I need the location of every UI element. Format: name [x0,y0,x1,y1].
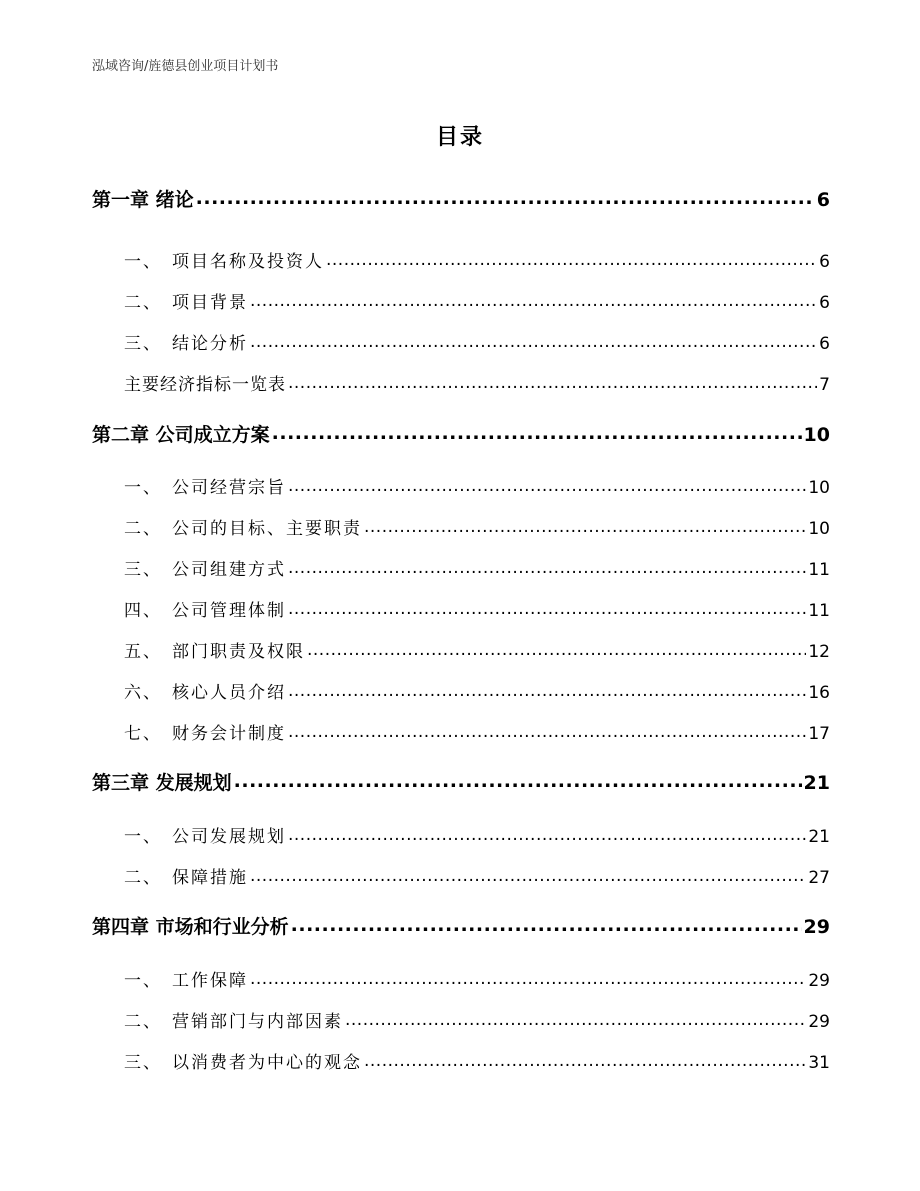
toc-entry[interactable] [92,555,830,580]
dot-leader [234,770,802,789]
toc-entry-number: 第二章 [92,424,150,446]
toc-entry-label: 保障措施 [172,868,248,888]
toc-entry[interactable] [92,678,830,703]
toc-entry-page: 21 [803,772,830,794]
toc-entry-page: 29 [808,971,830,991]
toc-entry-label: 项目名称及投资人 [172,252,324,272]
toc-entry[interactable] [92,912,830,939]
dot-leader [196,187,815,206]
toc-entry-title [92,719,286,744]
dot-leader [288,825,806,842]
toc-entry-label: 公司经营宗旨 [172,478,286,498]
toc-entry[interactable] [92,1048,830,1073]
toc-entry-number: 第一章 [92,189,150,211]
dot-leader [250,332,817,349]
toc-entry-label: 主要经济指标一览表 [124,375,286,395]
dot-leader [307,640,806,657]
toc-entry[interactable] [92,514,830,539]
toc-entry-label: 公司的目标、主要职责 [172,519,362,539]
dot-leader [250,866,806,883]
toc-entry-title [92,420,270,447]
toc-entry-label: 公司组建方式 [172,560,286,580]
toc-entry-label: 公司管理体制 [172,601,286,621]
toc-entry-number: 二、 [124,868,162,888]
toc-entry-title [92,822,286,847]
dot-leader [288,558,806,575]
toc-entry-title [92,637,305,662]
toc-entry-number: 二、 [124,1012,162,1032]
toc-entry-title [92,596,286,621]
toc-entry[interactable] [92,822,830,847]
toc-entry-title [92,966,248,991]
dot-leader [345,1010,806,1027]
toc-entry-page: 29 [803,916,830,938]
toc-entry-label: 营销部门与内部因素 [172,1012,343,1032]
page-title: 目录 [435,125,484,150]
toc-entry[interactable] [92,966,830,991]
toc-entry-label: 项目背景 [172,293,248,313]
dot-leader [364,1051,806,1068]
toc-entry-page: 6 [819,252,830,272]
running-header: 泓域咨询/旌德县创业项目计划书 [92,59,279,74]
dot-leader [250,291,817,308]
toc-entry-title [92,912,289,939]
dot-leader [326,250,817,267]
toc-entry-page: 11 [808,601,830,621]
toc-entry-title [92,678,286,703]
toc-entry-page: 6 [816,189,830,211]
header-divider [92,77,828,78]
toc-entry-page: 10 [808,478,830,498]
toc-entry-label: 财务会计制度 [172,724,286,744]
toc-entry-number: 三、 [124,334,162,354]
toc-entry-number: 二、 [124,293,162,313]
toc-entry[interactable] [92,768,830,795]
dot-leader [288,681,806,698]
toc-entry-number: 五、 [124,642,162,662]
toc-entry-label: 以消费者为中心的观念 [172,1053,362,1073]
dot-leader [288,476,806,493]
toc-entry-label: 绪论 [155,189,194,211]
toc-entry-label: 核心人员介绍 [172,683,286,703]
toc-entry-page: 31 [808,1053,830,1073]
toc-entry-number: 一、 [124,971,162,991]
toc-entry-title [92,329,248,354]
toc-entry[interactable] [92,288,830,313]
toc-entry-page: 10 [808,519,830,539]
toc-entry-title [92,555,286,580]
toc-entry-label: 工作保障 [172,971,248,991]
toc-entry[interactable] [92,1007,830,1032]
toc-entry-number: 三、 [124,560,162,580]
dot-leader [288,722,806,739]
dot-leader [272,422,802,441]
toc-entry-label: 市场和行业分析 [155,916,289,938]
toc-entry-title [92,247,324,272]
dot-leader [288,599,806,616]
dot-leader [250,969,806,986]
toc-entry-number: 三、 [124,1053,162,1073]
toc-entry-page: 12 [808,642,830,662]
toc-entry-page: 6 [819,334,830,354]
dot-leader [364,517,806,534]
toc-entry-page: 17 [808,724,830,744]
toc-entry-page: 7 [819,375,830,395]
toc-entry[interactable] [92,420,830,447]
toc-entry[interactable] [92,473,830,498]
toc-entry-title [92,473,286,498]
toc-entry-number: 第三章 [92,772,150,794]
toc-entry-title [92,514,362,539]
toc-entry-number: 七、 [124,724,162,744]
toc-entry-label: 部门职责及权限 [172,642,305,662]
toc-entry-title [92,185,194,212]
toc-entry-number: 一、 [124,478,162,498]
toc-entry-label: 结论分析 [172,334,248,354]
toc-entry[interactable] [92,637,830,662]
toc-entry[interactable] [92,185,830,212]
toc-entry-page: 27 [808,868,830,888]
toc-entry-page: 16 [808,683,830,703]
toc-entry[interactable] [92,247,830,272]
toc-entry-page: 6 [819,293,830,313]
toc-entry-page: 29 [808,1012,830,1032]
toc-entry-label: 公司成立方案 [155,424,270,446]
toc-entry-title [92,1048,362,1073]
toc-entry[interactable] [92,596,830,621]
toc-entry[interactable] [92,329,830,354]
toc-entry-number: 二、 [124,519,162,539]
toc-entry-number: 一、 [124,827,162,847]
toc-entry-title [92,370,286,395]
toc-entry-number: 一、 [124,252,162,272]
toc-entry-page: 11 [808,560,830,580]
toc-entry-number: 第四章 [92,916,150,938]
toc-entry-title [92,1007,343,1032]
toc-entry-page: 10 [803,424,830,446]
toc-entry-label: 发展规划 [155,772,232,794]
toc-entry-title [92,288,248,313]
toc-entry-number: 四、 [124,601,162,621]
toc-entry[interactable] [92,370,830,395]
toc-entry-title [92,768,232,795]
toc-entry[interactable] [92,719,830,744]
toc-entry-page: 21 [808,827,830,847]
toc-entry-label: 公司发展规划 [172,827,286,847]
toc-entry-title [92,863,248,888]
dot-leader [288,373,817,390]
dot-leader [291,914,802,933]
toc-entry[interactable] [92,863,830,888]
toc-entry-number: 六、 [124,683,162,703]
